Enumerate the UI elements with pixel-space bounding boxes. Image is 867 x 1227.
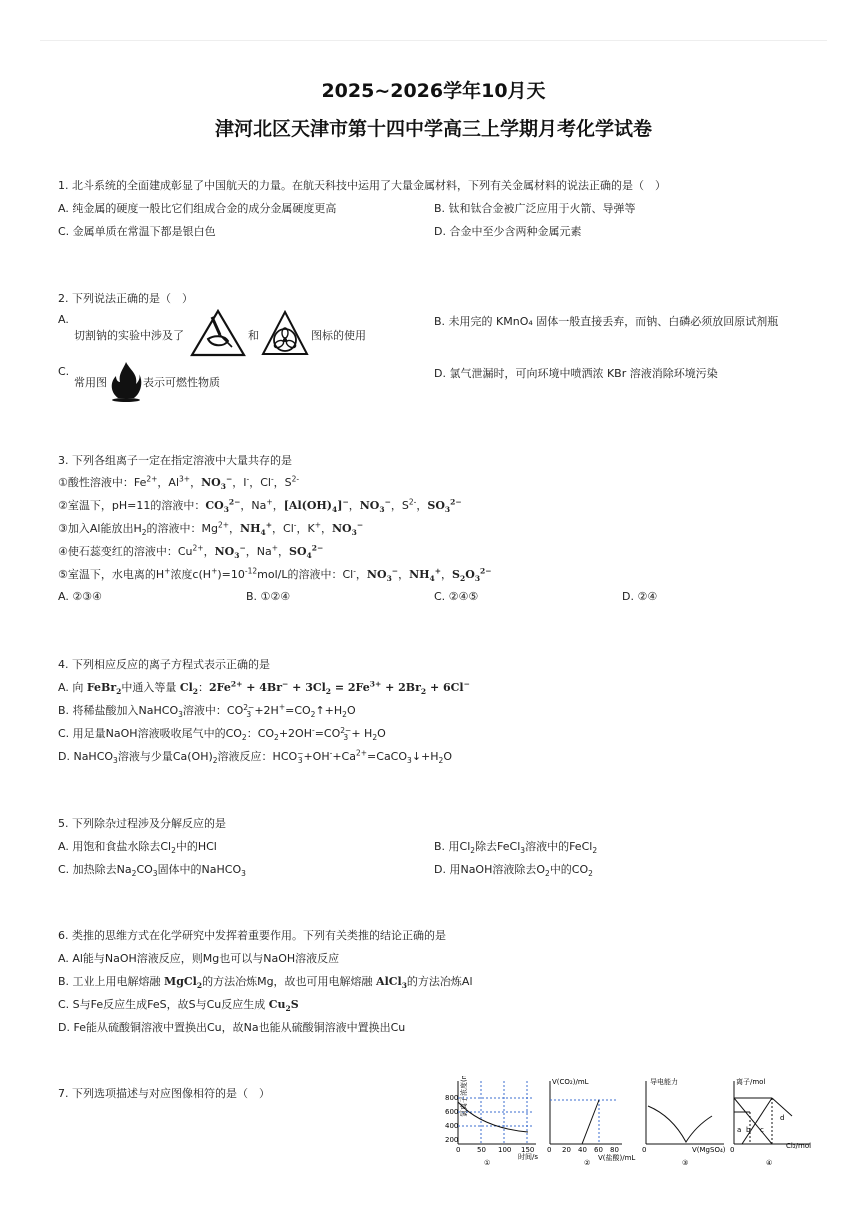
graph-2-xtick-20: 20 — [562, 1146, 571, 1154]
question-1-option-a[interactable]: A. 纯金属的硬度一般比它们组成合金的成分金属硬度更高 — [58, 202, 337, 215]
graph-3-ylabel: 导电能力 — [650, 1078, 678, 1086]
question-2-option-a-text2: 图标的使用 — [311, 329, 366, 342]
graph-2 — [547, 1078, 635, 1167]
graph-1-ytick-200: 200 — [445, 1136, 459, 1144]
graph-1-xtick-0: 0 — [456, 1146, 461, 1154]
graph-1-xtick-100: 100 — [498, 1146, 512, 1154]
top-divider — [40, 40, 827, 41]
question-6-option-b[interactable]: B. 工业上用电解熔融 MgCl$_2$的方法冶炼Mg，故也可用电解熔融 AlCl$_3$的方法冶炼Al — [58, 975, 473, 991]
graph-4-caption: ④ — [766, 1159, 773, 1167]
question-1-stem: 1. 北斗系统的全面建成彰显了中国航天的力量。在航天科技中运用了大量金属材料，下列有关金属材料的说法正确的是（ ） — [58, 179, 666, 192]
graph-2-xtick-80: 80 — [610, 1146, 619, 1154]
graph-1-ylabel: 氯离子浓度(mg/L) — [460, 1076, 468, 1117]
question-2-option-d[interactable]: D. 氯气泄漏时，可向环境中喷洒浓 KBr 溶液消除环境污染 — [434, 367, 718, 380]
graph-1-ytick-400: 400 — [445, 1122, 459, 1130]
question-2-option-a-and: 和 — [248, 329, 259, 342]
question-3-option-c[interactable]: C. ②④⑤ — [434, 590, 479, 603]
graph-4 — [730, 1077, 811, 1167]
graph-1 — [445, 1076, 538, 1167]
graph-2-ylabel: V(CO₂)/mL — [552, 1078, 589, 1086]
question-3-option-a[interactable]: A. ②③④ — [58, 590, 102, 603]
graph-1-caption: ① — [484, 1159, 491, 1167]
graph-3-caption: ③ — [682, 1159, 689, 1167]
graph-4-label-b: b — [746, 1126, 751, 1134]
question-1-option-d[interactable]: D. 合金中至少含两种金属元素 — [434, 225, 582, 238]
question-2-option-a-text1: 切割钠的实验中涉及了 — [74, 329, 184, 342]
sharp-object-icon — [190, 309, 246, 360]
question-3-condition-5: ⑤室温下，水电离的H+浓度$c(H^+)=10^{-12}mol/L$的溶液中：Cl-，$NO_3^-$，$NH_4^+$，$S_2O_3^{2-}$ — [58, 566, 492, 584]
graph-1-xtick-50: 50 — [477, 1146, 486, 1154]
graph-4-origin: 0 — [730, 1146, 735, 1154]
question-4-option-c[interactable]: C. 用足量NaOH溶液吸收尾气中的$CO_2$：$CO_2+2OH^-=CO2-$ $3 + H_2O$ — [58, 725, 386, 743]
question-5-option-c[interactable]: C. 加热除去$Na_2CO_3$固体中的NaHCO$_3$ — [58, 863, 246, 879]
flame-icon — [108, 360, 144, 405]
question-1-option-b[interactable]: B. 钛和钛合金被广泛应用于火箭、导弹等 — [434, 202, 636, 215]
question-7-figure — [432, 1076, 817, 1171]
question-3-stem: 3. 下列各组离子一定在指定溶液中大量共存的是 — [58, 454, 292, 467]
question-5-stem: 5. 下列除杂过程涉及分解反应的是 — [58, 817, 226, 830]
graph-4-ylabel: 离子/mol — [736, 1078, 766, 1086]
graph-4-xlabel: Cl₂/mol — [786, 1142, 812, 1150]
ventilation-fan-icon — [261, 310, 309, 359]
question-3-condition-3: ③加入Al能放出$H_2$的溶液中：$Mg^{2+}$，$NH_4^+$，Cl-，K+，$NO_3^-$ — [58, 520, 364, 538]
graph-1-ytick-800: 800 — [445, 1094, 459, 1102]
question-5-option-d[interactable]: D. 用NaOH溶液除去$O_2$中的$CO_2$ — [434, 863, 593, 879]
question-5-option-b[interactable]: B. 用$Cl_2$除去FeCl$_3$溶液中的FeCl$_2$ — [434, 840, 598, 856]
question-2-option-c-label[interactable]: C. — [58, 365, 70, 378]
graph-2-xlabel: V(盐酸)/mL — [598, 1154, 636, 1162]
question-6-option-c[interactable]: C. S与Fe反应生成FeS，故S与Cu反应生成 $Cu_2S$ — [58, 998, 299, 1014]
question-4-stem: 4. 下列相应反应的离子方程式表示正确的是 — [58, 658, 270, 671]
question-7-stem: 7. 下列选项描述与对应图像相符的是（ ） — [58, 1087, 270, 1100]
question-2-option-b[interactable]: B. 未用完的 KMnO₄ 固体一般直接丢弃，而钠、白磷必须放回原试剂瓶 — [434, 315, 779, 328]
question-2-option-a-label[interactable]: A. — [58, 313, 69, 326]
question-3-condition-1: ①酸性溶液中：$Fe^{2+}$，$Al^{3+}$，$NO_3^-$，I-，Cl-，$S^{2-}$ — [58, 474, 300, 492]
question-5-option-a[interactable]: A. 用饱和食盐水除去$Cl_2$中的HCl — [58, 840, 217, 856]
graph-3 — [642, 1077, 726, 1167]
question-2-stem: 2. 下列说法正确的是（ ） — [58, 292, 193, 305]
question-6-stem: 6. 类推的思维方式在化学研究中发挥着重要作用。下列有关类推的结论正确的是 — [58, 929, 446, 942]
graph-1-xtick-150: 150 — [521, 1146, 535, 1154]
question-4-option-d[interactable]: D. NaHCO$_3$溶液与少量$Ca(OH)_2$溶液反应：HCO− $3+OH^-+Ca^{2+}=CaCO_3↓+H_2O$ — [58, 748, 452, 766]
graph-4-label-a: a — [737, 1126, 742, 1134]
question-6-option-d[interactable]: D. Fe能从硫酸铜溶液中置换出Cu，故Na也能从硫酸铜溶液中置换出Cu — [58, 1021, 406, 1034]
question-4-option-b[interactable]: B. 将稀盐酸加入NaHCO$_3$溶液中：CO2− $3 +2H^+=CO_2↑+H_2O$ — [58, 702, 356, 720]
question-3-option-d[interactable]: D. ②④ — [622, 590, 658, 603]
question-2-option-c-text1: 常用图 — [74, 376, 107, 389]
question-2-option-c-text2: 表示可燃性物质 — [143, 376, 220, 389]
graph-1-ytick-600: 600 — [445, 1108, 459, 1116]
question-3-condition-2: ②室温下，pH=11的溶液中：$CO_3^{2-}$，Na+，$[Al(OH)_4]^-$，$NO_3^-$，$S^{2-}$，$SO_3^{2-}$ — [58, 497, 462, 515]
question-3-option-b[interactable]: B. ①②④ — [246, 590, 291, 603]
question-4-option-a[interactable]: A. 向 FeBr$_2$中通入等量 $Cl_2$：$2Fe^{2+} + 4Br^- + 3Cl_2 = 2Fe^{3+} + 2Br_2 + 6Cl^-$ — [58, 679, 470, 697]
graph-2-xtick-60: 60 — [594, 1146, 603, 1154]
graph-2-xtick-40: 40 — [578, 1146, 587, 1154]
graph-3-origin: 0 — [642, 1146, 647, 1154]
graph-4-label-c: c — [760, 1126, 764, 1134]
graph-1-xlabel: 时间/s — [518, 1153, 539, 1161]
question-1-option-c[interactable]: C. 金属单质在常温下都是银白色 — [58, 225, 216, 238]
graph-3-xlabel: V(MgSO₄) — [692, 1146, 726, 1154]
graph-4-label-d: d — [780, 1114, 785, 1122]
paper-title-line1: 2025~2026学年10月天 — [321, 80, 546, 102]
question-6-option-a[interactable]: A. Al能与NaOH溶液反应，则Mg也可以与NaOH溶液反应 — [58, 952, 340, 965]
question-3-condition-4: ④使石蕊变红的溶液中：$Cu^{2+}$，$NO_3^-$，Na+，$SO_4^{2-}$ — [58, 543, 324, 561]
graph-2-xtick-0: 0 — [547, 1146, 552, 1154]
paper-title-line2: 津河北区天津市第十四中学高三上学期月考化学试卷 — [214, 118, 652, 140]
graph-2-caption: ② — [584, 1159, 591, 1167]
